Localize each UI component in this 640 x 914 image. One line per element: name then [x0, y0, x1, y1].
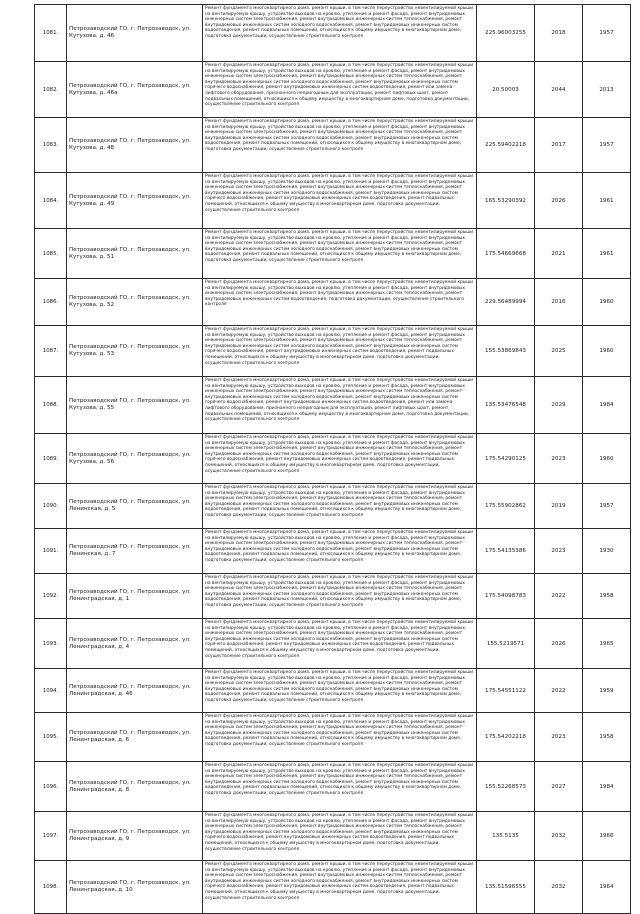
- table-row: [35, 619, 631, 669]
- row-planned-year: 2017: [535, 118, 583, 173]
- row-build-year: 1965: [583, 619, 631, 669]
- row-planned-year: 2026: [535, 173, 583, 229]
- table-row: [35, 377, 631, 434]
- document-sheet: [34, 4, 630, 914]
- table-row: [35, 861, 631, 914]
- row-work-description: Ремонт фундамента многоквартирного дома, ремонт крыши, в том числе переустройство невентилируемой крыши на вентилируемую крышу, устройство выходов на кровлю, утепление и ремонт фасада, ремонт внутридомовых инженерных систем электроснабжения, ремонт внутридомовых инженерных систем теплоснабжения, ремонт внутридомовых инженерных систем холодного водоснабжения, ремонт внутридомовых инженерных систем горячего водоснабжения, ремонт внутридомовых инженерных систем водоотведения, ремонт подвальных помещений, относящихся к общему имуществу в многоквартирном доме, подготовка документации, осуществление строительного контроля: [203, 173, 477, 229]
- table-body: [35, 5, 631, 914]
- row-planned-year: 2023: [535, 434, 583, 484]
- row-build-year: 1964: [583, 861, 631, 914]
- row-build-year: 1958: [583, 713, 631, 762]
- row-build-year: 1961: [583, 173, 631, 229]
- row-build-year: 1957: [583, 5, 631, 62]
- row-number: 1094.: [35, 669, 67, 713]
- row-planned-year: 2018: [535, 5, 583, 62]
- table-row: [35, 713, 631, 762]
- row-planned-year: 2029: [535, 377, 583, 434]
- row-work-description: Ремонт фундамента многоквартирного дома, ремонт крыши, в том числе переустройство невентилируемой крыши на вентилируемую крышу, устройство выходов на кровлю, утепление и ремонт фасада, ремонт внутридомовых инженерных систем электроснабжения, ремонт внутридомовых инженерных систем теплоснабжения, ремонт внутридомовых инженерных систем холодного водоснабжения, ремонт внутридомовых инженерных систем горячего водоснабжения, ремонт внутридомовых инженерных систем водоотведения, ремонт подвальных помещений, относящихся к общему имуществу в многоквартирном доме, подготовка документации, осуществление строительного контроля: [203, 861, 477, 914]
- table-row: [35, 173, 631, 229]
- row-number: 1081.: [35, 5, 67, 62]
- table-row: [35, 279, 631, 326]
- row-planned-year: 2016: [535, 279, 583, 326]
- row-cost: 155.5219571: [477, 619, 535, 669]
- row-build-year: 1984: [583, 762, 631, 812]
- row-cost: 135.51596555: [477, 861, 535, 914]
- row-address: Петрозаводский ГО, г. Петрозаводск, ул. Ленинская, д. 7: [67, 529, 203, 574]
- row-number: 1086.: [35, 279, 67, 326]
- row-number: 1090.: [35, 484, 67, 529]
- row-number: 1085.: [35, 229, 67, 279]
- row-cost: 175.54290125: [477, 434, 535, 484]
- row-address: Петрозаводский ГО, г. Петрозаводск, ул. Ленинградская, д. 4: [67, 619, 203, 669]
- row-build-year: 1960: [583, 434, 631, 484]
- row-address: Петрозаводский ГО, г. Петрозаводск, ул. Кутузова, д. 53: [67, 326, 203, 377]
- row-planned-year: 2032: [535, 861, 583, 914]
- row-planned-year: 2023: [535, 713, 583, 762]
- row-cost: 135.5135: [477, 812, 535, 861]
- table-row: [35, 812, 631, 861]
- row-address: Петрозаводский ГО, г. Петрозаводск, ул. Ленинградская, д. 1: [67, 574, 203, 619]
- row-address: Петрозаводский ГО, г. Петрозаводск, ул. Кутузова, д. 55: [67, 377, 203, 434]
- row-address: Петрозаводский ГО, г. Петрозаводск, ул. Кутузова, д. 52: [67, 279, 203, 326]
- row-cost: 225.59402218: [477, 118, 535, 173]
- row-planned-year: 2032: [535, 812, 583, 861]
- row-cost: 175.54098783: [477, 574, 535, 619]
- row-number: 1091.: [35, 529, 67, 574]
- table-row: [35, 118, 631, 173]
- row-number: 1092.: [35, 574, 67, 619]
- row-address: Петрозаводский ГО, г. Петрозаводск, ул. Кутузова, д. 48: [67, 118, 203, 173]
- row-number: 1088.: [35, 377, 67, 434]
- row-planned-year: 2044: [535, 62, 583, 118]
- row-build-year: 1958: [583, 574, 631, 619]
- row-build-year: 1959: [583, 669, 631, 713]
- row-build-year: 1960: [583, 326, 631, 377]
- table-row: [35, 5, 631, 62]
- table-row: [35, 762, 631, 812]
- row-planned-year: 2019: [535, 484, 583, 529]
- row-cost: 229.56489994: [477, 279, 535, 326]
- row-work-description: Ремонт фундамента многоквартирного дома, ремонт крыши, в том числе переустройство невентилируемой крыши на вентилируемую крышу, устройство выходов на кровлю, утепление и ремонт фасада, ремонт внутридомовых инженерных систем электроснабжения, ремонт внутридомовых инженерных систем теплоснабжения, ремонт внутридомовых инженерных систем холодного водоснабжения, ремонт внутридомовых инженерных систем горячего водоснабжения, ремонт внутридомовых инженерных систем водоотведения, ремонт или замена лифтового оборудования, признанного непригодным для эксплуатации, ремонт лифтовых шахт, ремонт подвальных помещений, относящихся к общему имуществу в многоквартирном доме, подготовка документации, осуществление строительного контроля: [203, 377, 477, 434]
- row-cost: 135.53476548: [477, 377, 535, 434]
- row-address: Петрозаводский ГО, г. Петрозаводск, ул. Ленинградская, д. 8: [67, 762, 203, 812]
- row-number: 1097.: [35, 812, 67, 861]
- row-cost: 155.53869843: [477, 326, 535, 377]
- table-row: [35, 669, 631, 713]
- row-planned-year: 2026: [535, 619, 583, 669]
- row-cost: 175.54551122: [477, 669, 535, 713]
- row-work-description: Ремонт фундамента многоквартирного дома, ремонт крыши, в том числе переустройство невентилируемой крыши на вентилируемую крышу, устройство выходов на кровлю, утепление и ремонт фасада, ремонт внутридомовых инженерных систем электроснабжения, ремонт внутридомовых инженерных систем теплоснабжения, ремонт внутридомовых инженерных систем холодного водоснабжения, ремонт внутридомовых инженерных систем горячего водоснабжения, ремонт внутридомовых инженерных систем водоотведения, ремонт или замена лифтового оборудования, признанного непригодным для эксплуатации, ремонт лифтовых шахт, ремонт подвальных помещений, относящихся к общему имуществу в многоквартирном доме, подготовка документации, осуществление строительного контроля: [203, 62, 477, 118]
- row-planned-year: 2027: [535, 762, 583, 812]
- row-planned-year: 2021: [535, 229, 583, 279]
- row-build-year: 1966: [583, 812, 631, 861]
- row-address: Петрозаводский ГО, г. Петрозаводск, ул. Ленинская, д. 5: [67, 484, 203, 529]
- row-cost: 155.52268573: [477, 762, 535, 812]
- row-work-description: Ремонт фундамента многоквартирного дома, ремонт крыши, в том числе переустройство невентилируемой крыши на вентилируемую крышу, устройство выходов на кровлю, утепление и ремонт фасада, ремонт внутридомовых инженерных систем электроснабжения, ремонт внутридомовых инженерных систем теплоснабжения, ремонт внутридомовых инженерных систем холодного водоснабжения, ремонт внутридомовых инженерных систем водоотведения, ремонт подвальных помещений, относящихся к общему имуществу в многоквартирном доме, подготовка документации, осуществление строительного контроля: [203, 5, 477, 62]
- row-address: Петрозаводский ГО, г. Петрозаводск, ул. Кутузова, д. 46а: [67, 62, 203, 118]
- row-cost: 175.54669668: [477, 229, 535, 279]
- row-work-description: Ремонт фундамента многоквартирного дома, ремонт крыши, в том числе переустройство невентилируемой крыши на вентилируемую крышу, устройство выходов на кровлю, утепление и ремонт фасада, ремонт внутридомовых инженерных систем электроснабжения, ремонт внутридомовых инженерных систем теплоснабжения, ремонт внутридомовых инженерных систем холодного водоснабжения, ремонт внутридомовых инженерных систем водоотведения, ремонт подвальных помещений, относящихся к общему имуществу в многоквартирном доме, подготовка документации, осуществление строительного контроля: [203, 484, 477, 529]
- row-build-year: 2013: [583, 62, 631, 118]
- repair-program-table: [34, 4, 631, 914]
- row-number: 1087.: [35, 326, 67, 377]
- row-work-description: Ремонт фундамента многоквартирного дома, ремонт крыши, в том числе переустройство невентилируемой крыши на вентилируемую крышу, устройство выходов на кровлю, утепление и ремонт фасада, ремонт внутридомовых инженерных систем электроснабжения, ремонт внутридомовых инженерных систем теплоснабжения, ремонт внутридомовых инженерных систем холодного водоснабжения, ремонт внутридомовых инженерных систем горячего водоснабжения, ремонт внутридомовых инженерных систем водоотведения, ремонт подвальных помещений, относящихся к общему имуществу в многоквартирном доме, подготовка документации, осуществление строительного контроля: [203, 434, 477, 484]
- table-row: [35, 484, 631, 529]
- row-planned-year: 2023: [535, 529, 583, 574]
- row-address: Петрозаводский ГО, г. Петрозаводск, ул. Ленинградская, д. 46: [67, 669, 203, 713]
- row-build-year: 1930: [583, 529, 631, 574]
- row-number: 1084.: [35, 173, 67, 229]
- row-build-year: 1961: [583, 229, 631, 279]
- row-work-description: Ремонт фундамента многоквартирного дома, ремонт крыши, в том числе переустройство невентилируемой крыши на вентилируемую крышу, устройство выходов на кровлю, утепление и ремонт фасада, ремонт внутридомовых инженерных систем электроснабжения, ремонт внутридомовых инженерных систем теплоснабжения, ремонт внутридомовых инженерных систем холодного водоснабжения, ремонт внутридомовых инженерных систем водоотведения, ремонт подвальных помещений, относящихся к общему имуществу в многоквартирном доме, подготовка документации, осуществление строительного контроля: [203, 118, 477, 173]
- row-address: Петрозаводский ГО, г. Петрозаводск, ул. Ленинградская, д. 6: [67, 713, 203, 762]
- row-address: Петрозаводский ГО, г. Петрозаводск, ул. Кутузова, д. 46: [67, 5, 203, 62]
- row-work-description: Ремонт фундамента многоквартирного дома, ремонт крыши, в том числе переустройство невентилируемой крыши на вентилируемую крышу, устройство выходов на кровлю, утепление и ремонт фасада, ремонт внутридомовых инженерных систем электроснабжения, ремонт внутридомовых инженерных систем теплоснабжения, ремонт внутридомовых инженерных систем водоотведения, подготовка документации, осуществление строительного контроля: [203, 279, 477, 326]
- row-work-description: Ремонт фундамента многоквартирного дома, ремонт крыши, в том числе переустройство невентилируемой крыши на вентилируемую крышу, устройство выходов на кровлю, утепление и ремонт фасада, ремонт внутридомовых инженерных систем электроснабжения, ремонт внутридомовых инженерных систем теплоснабжения, ремонт внутридомовых инженерных систем холодного водоснабжения, ремонт внутридомовых инженерных систем водоотведения, ремонт подвальных помещений, относящихся к общему имуществу в многоквартирном доме, подготовка документации, осуществление строительного контроля: [203, 574, 477, 619]
- row-address: Петрозаводский ГО, г. Петрозаводск, ул. Кутузова, д. 51: [67, 229, 203, 279]
- row-address: Петрозаводский ГО, г. Петрозаводск, ул. Ленинградская, д. 10: [67, 861, 203, 914]
- row-number: 1089.: [35, 434, 67, 484]
- row-cost: 225.96003255: [477, 5, 535, 62]
- row-work-description: Ремонт фундамента многоквартирного дома, ремонт крыши, в том числе переустройство невентилируемой крыши на вентилируемую крышу, устройство выходов на кровлю, утепление и ремонт фасада, ремонт внутридомовых инженерных систем электроснабжения, ремонт внутридомовых инженерных систем теплоснабжения, ремонт внутридомовых инженерных систем холодного водоснабжения, ремонт внутридомовых инженерных систем водоотведения, ремонт подвальных помещений, относящихся к общему имуществу в многоквартирном доме, подготовка документации, осуществление строительного контроля: [203, 529, 477, 574]
- row-work-description: Ремонт фундамента многоквартирного дома, ремонт крыши, в том числе переустройство невентилируемой крыши на вентилируемую крышу, устройство выходов на кровлю, утепление и ремонт фасада, ремонт внутридомовых инженерных систем электроснабжения, ремонт внутридомовых инженерных систем теплоснабжения, ремонт внутридомовых инженерных систем холодного водоснабжения, ремонт внутридомовых инженерных систем водоотведения, ремонт подвальных помещений, относящихся к общему имуществу в многоквартирном доме, подготовка документации, осуществление строительного контроля: [203, 669, 477, 713]
- table-row: [35, 574, 631, 619]
- row-number: 1098.: [35, 861, 67, 914]
- row-build-year: 1957: [583, 118, 631, 173]
- row-work-description: Ремонт фундамента многоквартирного дома, ремонт крыши, в том числе переустройство невентилируемой крыши на вентилируемую крышу, устройство выходов на кровлю, утепление и ремонт фасада, ремонт внутридомовых инженерных систем электроснабжения, ремонт внутридомовых инженерных систем теплоснабжения, ремонт внутридомовых инженерных систем холодного водоснабжения, ремонт внутридомовых инженерных систем горячего водоснабжения, ремонт внутридомовых инженерных систем водоотведения, ремонт подвальных помещений, относящихся к общему имуществу в многоквартирном доме, подготовка документации, осуществление строительного контроля: [203, 812, 477, 861]
- row-build-year: 1960: [583, 279, 631, 326]
- row-cost: 175.54135386: [477, 529, 535, 574]
- table-row: [35, 529, 631, 574]
- row-cost: 175.54202218: [477, 713, 535, 762]
- row-work-description: Ремонт фундамента многоквартирного дома, ремонт крыши, в том числе переустройство невентилируемой крыши на вентилируемую крышу, устройство выходов на кровлю, утепление и ремонт фасада, ремонт внутридомовых инженерных систем электроснабжения, ремонт внутридомовых инженерных систем теплоснабжения, ремонт внутридомовых инженерных систем холодного водоснабжения, ремонт внутридомовых инженерных систем горячего водоснабжения, ремонт внутридомовых инженерных систем водоотведения, ремонт подвальных помещений, относящихся к общему имуществу в многоквартирном доме, подготовка документации, осуществление строительного контроля: [203, 619, 477, 669]
- row-number: 1093.: [35, 619, 67, 669]
- row-address: Петрозаводский ГО, г. Петрозаводск, ул. Кутузова, д. 56: [67, 434, 203, 484]
- row-cost: 20.50003: [477, 62, 535, 118]
- row-planned-year: 2025: [535, 326, 583, 377]
- row-address: Петрозаводский ГО, г. Петрозаводск, ул. Кутузова, д. 49: [67, 173, 203, 229]
- row-cost: 175.55902862: [477, 484, 535, 529]
- table-row: [35, 229, 631, 279]
- row-build-year: 1984: [583, 377, 631, 434]
- row-cost: 165.53290392: [477, 173, 535, 229]
- row-number: 1095.: [35, 713, 67, 762]
- row-number: 1096.: [35, 762, 67, 812]
- row-build-year: 1957: [583, 484, 631, 529]
- row-work-description: Ремонт фундамента многоквартирного дома, ремонт крыши, в том числе переустройство невентилируемой крыши на вентилируемую крышу, устройство выходов на кровлю, утепление и ремонт фасада, ремонт внутридомовых инженерных систем электроснабжения, ремонт внутридомовых инженерных систем теплоснабжения, ремонт внутридомовых инженерных систем холодного водоснабжения, ремонт внутридомовых инженерных систем водоотведения, ремонт подвальных помещений, относящихся к общему имуществу в многоквартирном доме, подготовка документации, осуществление строительного контроля: [203, 713, 477, 762]
- table-row: [35, 62, 631, 118]
- row-work-description: Ремонт фундамента многоквартирного дома, ремонт крыши, в том числе переустройство невентилируемой крыши на вентилируемую крышу, устройство выходов на кровлю, утепление и ремонт фасада, ремонт внутридомовых инженерных систем электроснабжения, ремонт внутридомовых инженерных систем теплоснабжения, ремонт внутридомовых инженерных систем холодного водоснабжения, ремонт внутридомовых инженерных систем водоотведения, ремонт подвальных помещений, относящихся к общему имуществу в многоквартирном доме, подготовка документации, осуществление строительного контроля: [203, 762, 477, 812]
- row-number: 1082.: [35, 62, 67, 118]
- table-row: [35, 434, 631, 484]
- row-planned-year: 2022: [535, 574, 583, 619]
- row-planned-year: 2022: [535, 669, 583, 713]
- row-work-description: Ремонт фундамента многоквартирного дома, ремонт крыши, в том числе переустройство невентилируемой крыши на вентилируемую крышу, устройство выходов на кровлю, утепление и ремонт фасада, ремонт внутридомовых инженерных систем электроснабжения, ремонт внутридомовых инженерных систем теплоснабжения, ремонт внутридомовых инженерных систем холодного водоснабжения, ремонт внутридомовых инженерных систем водоотведения, ремонт подвальных помещений, относящихся к общему имуществу в многоквартирном доме, подготовка документации, осуществление строительного контроля: [203, 229, 477, 279]
- table-row: [35, 326, 631, 377]
- row-number: 1083.: [35, 118, 67, 173]
- row-address: Петрозаводский ГО, г. Петрозаводск, ул. Ленинградская, д. 9: [67, 812, 203, 861]
- row-work-description: Ремонт фундамента многоквартирного дома, ремонт крыши, в том числе переустройство невентилируемой крыши на вентилируемую крышу, устройство выходов на кровлю, утепление и ремонт фасада, ремонт внутридомовых инженерных систем электроснабжения, ремонт внутридомовых инженерных систем теплоснабжения, ремонт внутридомовых инженерных систем холодного водоснабжения, ремонт внутридомовых инженерных систем горячего водоснабжения, ремонт внутридомовых инженерных систем водоотведения, ремонт подвальных помещений, относящихся к общему имуществу в многоквартирном доме, подготовка документации, осуществление строительного контроля: [203, 326, 477, 377]
